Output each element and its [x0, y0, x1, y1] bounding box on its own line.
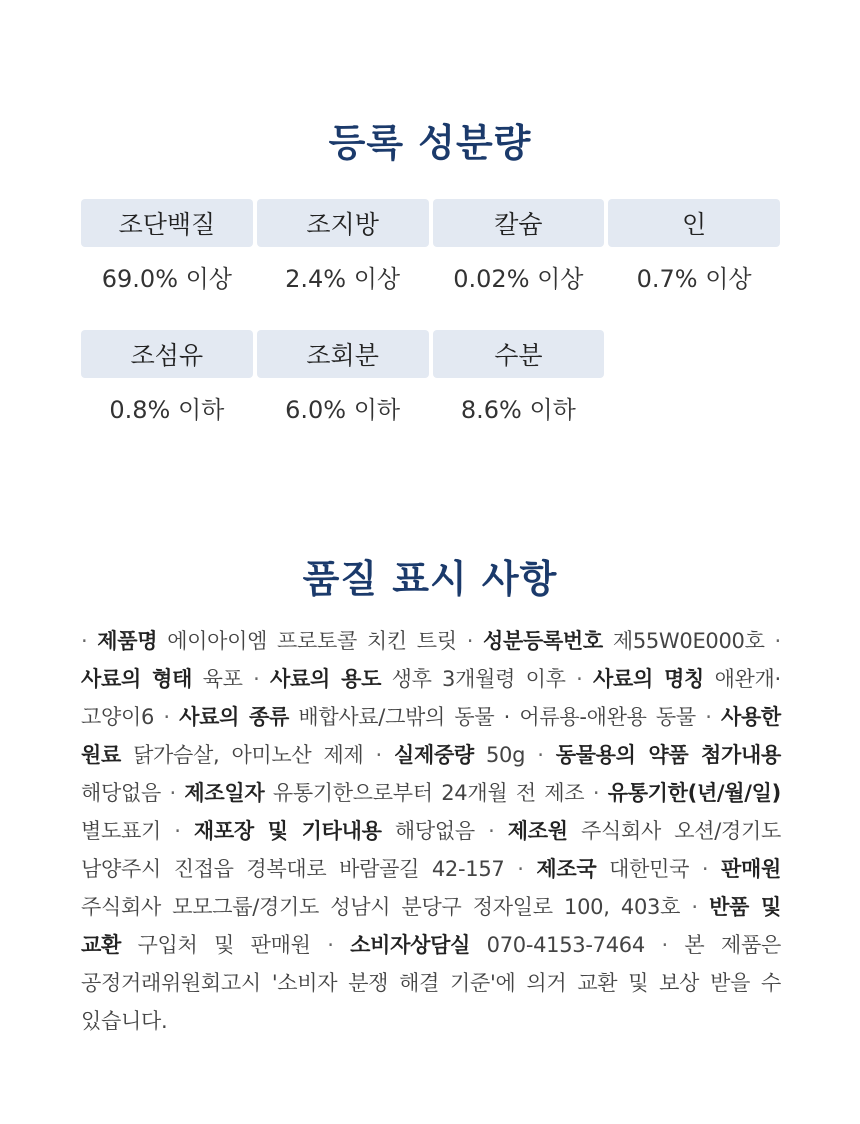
nutrition-row [81, 330, 780, 425]
nutrition-value: 0.02% 이상 [453, 265, 584, 293]
bullet-dot: · [661, 933, 685, 957]
quality-value: 주식회사 모모그룹/경기도 성남시 분당구 정자일로 100, 403호 [81, 895, 681, 919]
nutrition-label: 조회분 [257, 330, 429, 378]
nutrition-label: 조섬유 [81, 330, 253, 378]
nutrition-value: 0.7% 이상 [636, 265, 752, 293]
bullet-dot: · [327, 933, 351, 957]
bullet-dot: · [774, 629, 781, 653]
nutrition-label: 칼슘 [433, 199, 605, 247]
nutrition-item-moisture [433, 330, 605, 425]
quality-value: 070-4153-7464 [486, 933, 645, 957]
bullet-dot: · [253, 667, 270, 691]
nutrition-item-crude-fiber [81, 330, 253, 425]
quality-value: 닭가슴살, 아미노산 제제 [133, 743, 364, 767]
bullet-dot: · [691, 895, 710, 919]
quality-key: 성분등록번호 [482, 629, 603, 653]
quality-value: 대한민국 [609, 857, 690, 881]
quality-key: 판매원 [721, 857, 781, 881]
quality-value: 50g [486, 743, 526, 767]
bullet-dot: · [701, 857, 722, 881]
quality-key: 사료의 명칭 [592, 667, 705, 691]
quality-value: 배합사료/그밖의 동물 · 어류용-애완용 동물 [298, 705, 696, 729]
nutrition-item-calcium [433, 199, 605, 294]
quality-key: 동물용의 약품 첨가내용 [555, 743, 781, 767]
quality-key: 사료의 형태 [81, 667, 193, 691]
bullet-dot: · [174, 819, 194, 843]
bullet-dot: · [163, 705, 180, 729]
nutrition-label: 수분 [433, 330, 605, 378]
bullet-dot: · [592, 781, 608, 805]
bullet-dot: · [537, 743, 556, 767]
quality-value: 생후 3개월령 이후 [391, 667, 566, 691]
nutrition-value: 6.0% 이하 [285, 396, 401, 424]
nutrition-label: 인 [608, 199, 780, 247]
nutrition-row [81, 199, 780, 294]
quality-title: 품질 표시 사항 [302, 557, 558, 601]
quality-value: 구입처 및 판매원 [137, 933, 311, 957]
quality-info-paragraph [81, 622, 781, 1040]
nutrition-item-crude-fat [257, 199, 429, 294]
nutrition-grid [81, 199, 780, 461]
quality-key: 유통기한(년/월/일) [607, 781, 781, 805]
nutrition-item-crude-protein [81, 199, 253, 294]
nutrition-label: 조단백질 [81, 199, 253, 247]
quality-key: 제조원 [507, 819, 568, 843]
bullet-dot: · [488, 819, 508, 843]
nutrition-item-crude-ash [257, 330, 429, 425]
quality-value: 별도표기 [81, 819, 161, 843]
quality-value: 에이아이엠 프로토콜 치킨 트릿 [167, 629, 457, 653]
bullet-dot: · [375, 743, 394, 767]
quality-key: 제조일자 [184, 781, 265, 805]
quality-key: 사용한 원료 [81, 705, 781, 767]
quality-key: 재포장 및 기타내용 [193, 819, 382, 843]
bullet-dot: · [705, 705, 721, 729]
bullet-dot: · [169, 781, 185, 805]
quality-value: 애완개·고양이6 [81, 667, 781, 729]
nutrition-title: 등록 성분량 [328, 121, 532, 165]
nutrition-value: 0.8% 이하 [109, 396, 225, 424]
nutrition-item-phosphorus [608, 199, 780, 294]
quality-value: 주식회사 오션/경기도 남양주시 진접읍 경복대로 바람골길 42-157 [81, 819, 781, 881]
nutrition-value: 69.0% 이상 [101, 265, 232, 293]
quality-value: 해당없음 [81, 781, 161, 805]
quality-value: 해당없음 [394, 819, 475, 843]
quality-value: 육포 [202, 667, 243, 691]
quality-key: 실제중량 [393, 743, 474, 767]
quality-key: 사료의 종류 [179, 705, 289, 729]
bullet-dot: · [517, 857, 537, 881]
quality-closing-note: 본 제품은 공정거래위원회고시 '소비자 분쟁 해결 기준'에 의거 교환 및 보상 받을 수 있습니다. [81, 933, 781, 1033]
quality-key: 제조국 [536, 857, 597, 881]
quality-key: 반품 및 교환 [81, 895, 781, 957]
quality-value: 제55W0E000호 [612, 629, 765, 653]
nutrition-label: 조지방 [257, 199, 429, 247]
quality-value: 유통기한으로부터 24개월 전 제조 [272, 781, 585, 805]
quality-key: 제품명 [97, 629, 158, 653]
nutrition-value: 2.4% 이상 [285, 265, 401, 293]
quality-key: 사료의 용도 [269, 667, 382, 691]
bullet-dot: · [466, 629, 483, 653]
nutrition-value: 8.6% 이하 [460, 396, 576, 424]
bullet-dot: · [81, 629, 98, 653]
quality-key: 소비자상담실 [350, 933, 471, 957]
bullet-dot: · [576, 667, 593, 691]
